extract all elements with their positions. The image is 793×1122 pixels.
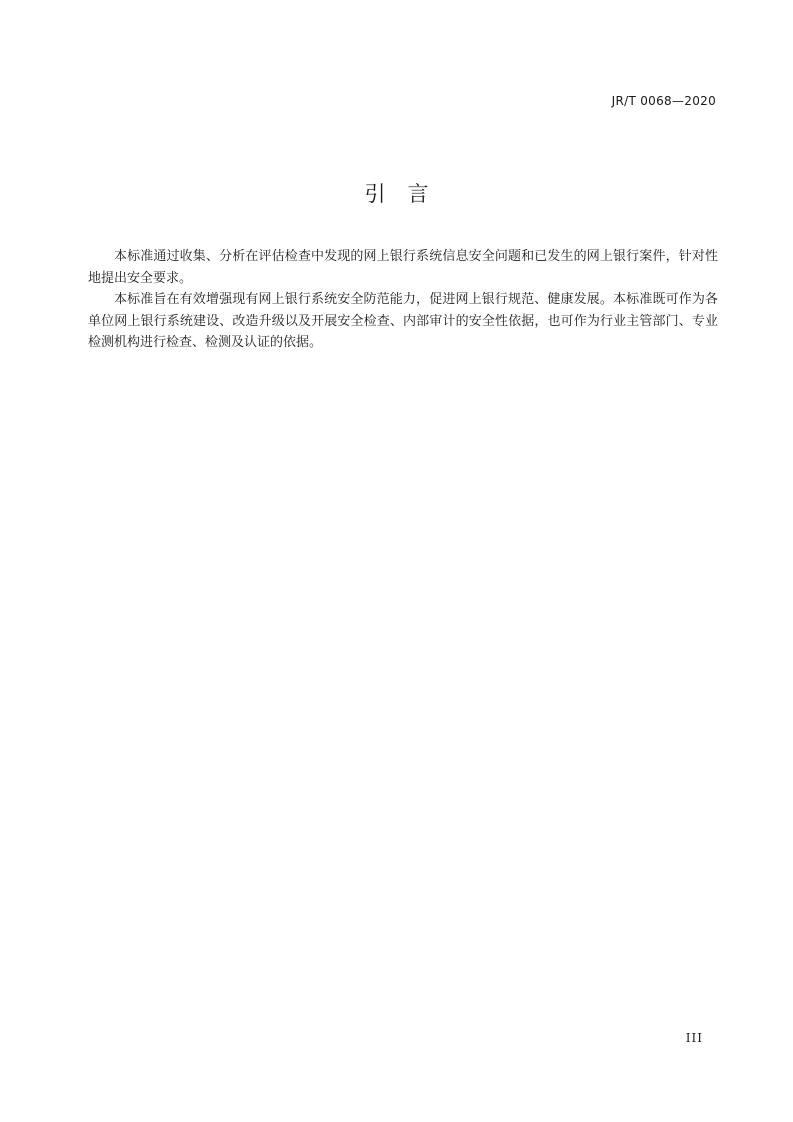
standard-code: JR/T 0068—2020 bbox=[611, 94, 716, 108]
paragraph-1: 本标准通过收集、分析在评估检查中发现的网上银行系统信息安全问题和已发生的网上银行案件，针对性地提出安全要求。 bbox=[88, 249, 718, 286]
body-text bbox=[88, 246, 718, 354]
paragraph-2: 本标准旨在有效增强现有网上银行系统安全防范能力，促进网上银行规范、健康发展。本标准既可作为各单位网上银行系统建设、改造升级以及开展安全检查、内部审计的安全性依据，也可作为行业主管部门、专业检测机构进行检查、检测及认证的依据。 bbox=[88, 292, 718, 350]
page-number: III bbox=[685, 1031, 703, 1045]
page-title: 引言 bbox=[364, 182, 451, 206]
